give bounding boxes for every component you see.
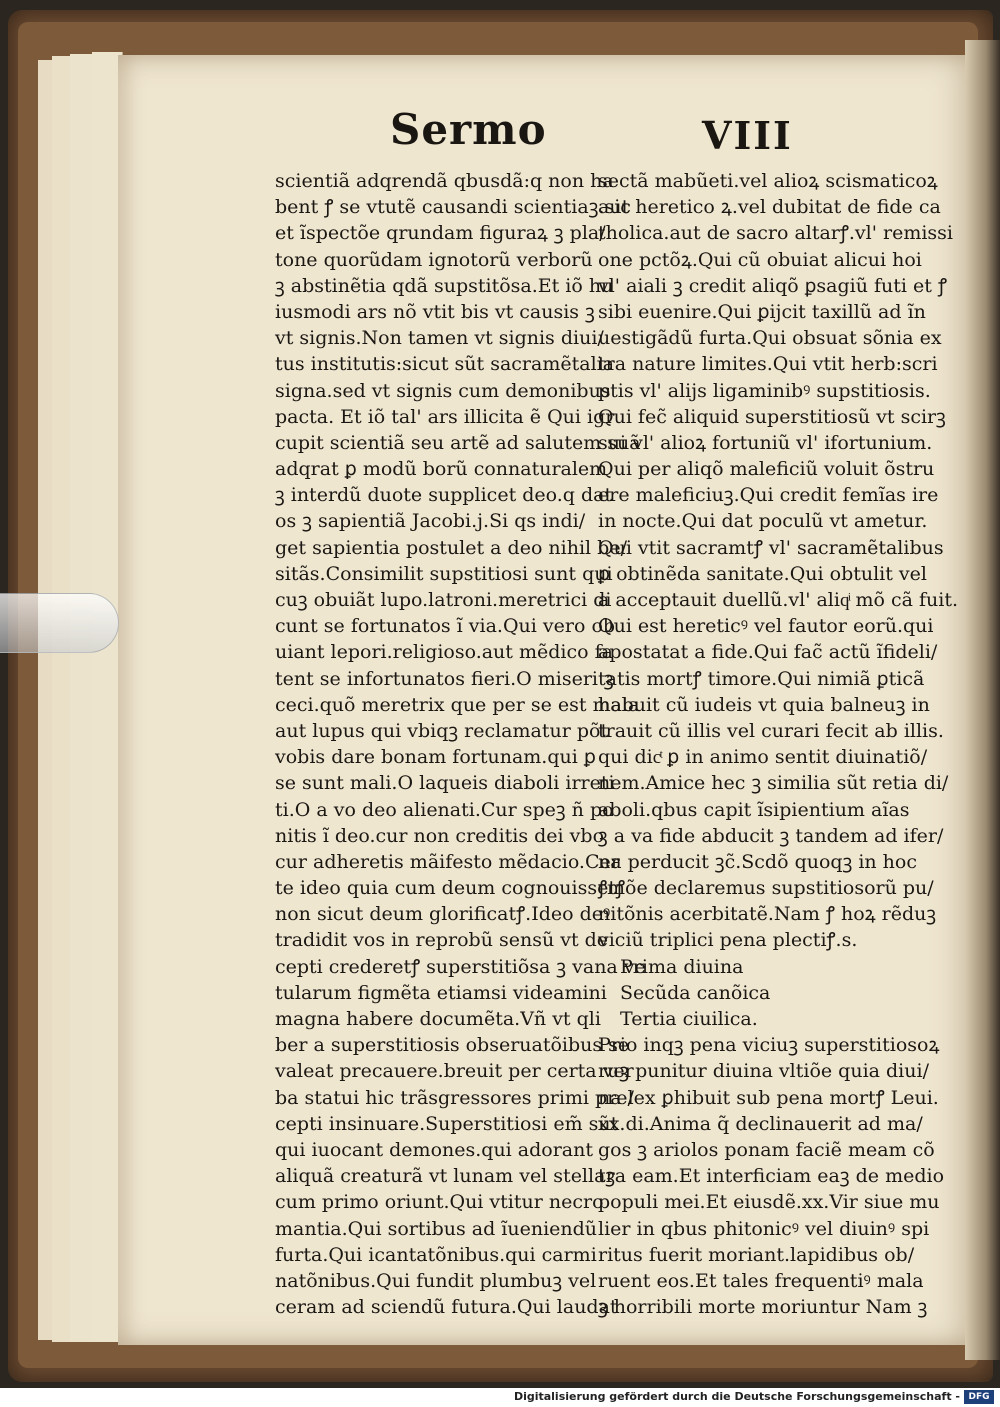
text-line: ptis vl' alijs ligaminibꝰ supstitiosis. — [598, 379, 931, 402]
text-line: se sunt mali.O laqueis diaboli irreti — [275, 772, 615, 795]
text-line: non sicut deum glorificatꝭ.Ideo deꝰ — [275, 903, 611, 926]
text-line: adqrat ꝑ modũ borũ connaturalem — [275, 458, 608, 481]
text-line: cepti insinuare.Superstitiosi em̃ sũt — [275, 1112, 619, 1135]
text-line: tholica.aut de sacro altarꝭ.vl' remissi — [598, 222, 954, 245]
text-line: ꝭmõe declaremus supstitiosorũ pu/ — [598, 877, 934, 900]
text-line: na perducit ꝫc̃.Scdõ quoqꝫ in hoc — [598, 850, 917, 873]
text-line: xx.di.Anima q̃ declinauerit ad ma/ — [598, 1112, 923, 1135]
text-line: qui dicͭ ꝑ in animo sentit diuinatiõ/ — [598, 746, 928, 769]
dfg-logo: DFG — [964, 1390, 994, 1404]
text-line: Qui per aliqõ maleficiũ voluit õstru — [598, 458, 935, 481]
text-line: ruꝫ punitur diuina vltiõe quia diui/ — [598, 1060, 929, 1083]
text-line: furta.Qui icantatõnibus.qui carmi — [275, 1243, 597, 1266]
text-line: nitõnis acerbitatẽ.Nam ꝭ hoꝝ rẽduꝫ — [598, 903, 937, 926]
text-line: get sapientia postulet a deo nihil be/ — [275, 536, 627, 559]
text-line: tent se infortunatos fieri.O miseri ꝫ — [275, 667, 614, 690]
text-line: viciũ triplici pena plectiꝭ.s. — [598, 929, 858, 952]
text-line: vl' aiali ꝫ credit aliqõ ꝑsagiũ futi et ꝭ — [598, 274, 947, 297]
heading-word: Sermo — [390, 105, 547, 154]
text-line: tatis mortꝭ timore.Qui nimiã ꝑticã — [598, 667, 925, 690]
text-line: ritus fuerit moriant.lapidibus ob/ — [598, 1243, 915, 1266]
text-line: tone quorũdam ignotorũ verborũ — [275, 248, 593, 271]
text-line: ti.O a vo deo alienati.Cur speꝫ ñ po — [275, 798, 614, 821]
text-line: valeat precauere.breuit per certa ver — [275, 1060, 634, 1083]
text-line: signa.sed vt signis cum demonibus — [275, 379, 611, 402]
text-line: na lex ꝑhibuit sub pena mortꝭ Leui. — [598, 1086, 939, 1109]
text-line: Prio inqꝫ pena viciuꝫ superstitiosoꝝ — [598, 1034, 940, 1057]
text-line: tradidit vos in reprobũ sensũ vt de — [275, 929, 609, 952]
text-line: vobis dare bonam fortunam.qui ꝑ — [275, 746, 596, 769]
text-line: ꝑ obtinẽda sanitate.Qui obtulit vel — [598, 562, 927, 585]
text-line: ba statui hic trãsgressores primi pre/ — [275, 1086, 634, 1109]
text-line: aboli.qbus capit ĩsipientium aĩas — [598, 798, 910, 821]
text-line: pacta. Et iõ tal' ars illicita ẽ Qui igr — [275, 405, 615, 428]
text-line: et ĩspectõe qrundam figuraꝝ ꝫ pla/ — [275, 222, 606, 245]
text-line: habuit cũ iudeis vt quia balneuꝫ in — [598, 693, 930, 716]
text-line: vt signis.Non tamen vt signis diui/ — [275, 327, 604, 350]
text-line: sui vl' alioꝝ fortuniũ vl' ifortunium. — [598, 431, 933, 454]
text-column-right — [598, 168, 959, 1320]
text-line: ꝫ interdũ duote supplicet deo.q dat — [275, 484, 613, 507]
text-line: sibi euenire.Qui ꝑijcit taxillũ ad ĩn — [598, 300, 926, 323]
text-line: cuꝫ obuiãt lupo.latroni.meretrici di — [275, 589, 612, 611]
text-line: nem.Amice hec ꝫ similia sũt retia di/ — [598, 772, 949, 795]
text-line: ceram ad sciendũ futura.Qui laudat — [275, 1296, 618, 1319]
text-line: a acceptauit duellũ.vl' aliqͥ mõ cã fuit. — [598, 589, 959, 611]
text-line: os ꝫ sapientiã Jacobi.j.Si qs indi/ — [275, 510, 586, 533]
text-line: scientiã adqrendã qbusdã:q non ha — [275, 170, 614, 192]
text-line: trauit cũ illis vel curari fecit ab illis. — [598, 719, 944, 742]
text-line: ber a superstitiosis obseruatõibus se — [275, 1034, 630, 1057]
text-line: iusmodi ars nõ vtit bis vt causis ꝫ — [275, 300, 595, 323]
text-line: mantia.Qui sortibus ad ĩueniendũ — [275, 1217, 598, 1240]
text-line: nitis ĩ deo.cur non creditis dei vbo — [275, 824, 605, 847]
text-line: lier in qbus phitonicꝰ vel diuinꝰ spi — [598, 1217, 930, 1240]
text-line: populi mei.Et eiusdẽ.xx.Vir siue mu — [598, 1191, 940, 1214]
text-line: ceci.quõ meretrix que per se est mala — [275, 693, 640, 716]
text-line: apostatat a fide.Qui fac̃ actũ ĩfideli/ — [598, 641, 938, 664]
text-line: in nocte.Qui dat poculũ vt ametur. — [598, 510, 928, 533]
text-line: cunt se fortunatos ĩ via.Qui vero ob — [275, 615, 616, 638]
text-line: ꝫ a va fide abducit ꝫ tandem ad ifer/ — [598, 824, 944, 847]
page-heading — [390, 105, 810, 165]
text-line: magna habere documẽta.Vñ vt qli — [275, 1008, 601, 1030]
text-line: qui iuocant demones.qui adorant — [275, 1138, 594, 1161]
page-clip — [0, 593, 119, 653]
text-line: cum primo oriunt.Qui vtitur necro — [275, 1191, 604, 1214]
text-line: uestigãdũ furta.Qui obsuat sõnia ex — [598, 327, 942, 350]
text-line: tus institutis:sicut sũt sacramẽtalia — [275, 353, 615, 376]
text-line: gos ꝫ ariolos ponam faciẽ meam cõ — [598, 1138, 935, 1161]
text-line: Tertia ciuilica. — [620, 1008, 758, 1030]
text-line: Prima diuina — [620, 955, 744, 978]
text-line: tularum figmẽta etiamsi videamini — [275, 981, 607, 1004]
text-line: Secũda canõica — [620, 981, 771, 1004]
text-line: te ideo quia cum deum cognouissetꝭ — [275, 877, 625, 900]
text-line: Qui fec̃ aliquid superstitiosũ vt scirꝫ — [598, 405, 946, 428]
text-line: cur adheretis mãifesto mẽdacio.Cer — [275, 850, 620, 873]
text-line: uiant lepori.religioso.aut mẽdico fa — [275, 641, 613, 664]
footer-bar — [0, 1388, 1000, 1407]
text-line: Qui est hereticꝰ vel fautor eorũ.qui — [598, 615, 934, 638]
text-line: ꝫ abstinẽtia qdã supstitõsa.Et iõ hu — [275, 274, 614, 297]
text-line: aut heretico ꝝ.vel dubitat de fide ca — [598, 196, 941, 219]
text-line: ꝫ horribili morte moriuntur Nam ꝫ — [598, 1296, 928, 1319]
text-line: natõnibus.Qui fundit plumbuꝫ vel — [275, 1269, 597, 1292]
text-line: aut lupus qui vbiqꝫ reclamatur põt — [275, 719, 609, 742]
text-line: cupit scientiã seu artẽ ad salutem suã — [275, 431, 641, 454]
text-line: tra eam.Et interficiam eaꝫ de medio — [598, 1165, 945, 1188]
text-line: ruent eos.Et tales frequentiꝰ mala — [598, 1269, 924, 1292]
footer-credit: Digitalisierung gefördert durch die Deutsche Forschungsgemeinschaft - — [513, 1390, 960, 1403]
book-gutter — [965, 40, 1000, 1360]
text-line: sectã mabũeti.vel alioꝝ scismaticoꝝ — [598, 170, 938, 192]
text-line: tra nature limites.Qui vtit herb:scri — [598, 353, 938, 376]
text-column-left — [275, 168, 646, 1320]
heading-numeral: VIII — [702, 113, 793, 158]
text-line: one pctõꝝ.Qui cũ obuiat alicui hoi — [598, 248, 922, 271]
text-line: ere maleficiuꝫ.Qui credit femĩas ire — [598, 484, 939, 507]
text-line: Qui vtit sacramtꝭ vl' sacramẽtalibus — [598, 536, 944, 559]
text-line: cepti crederetꝭ superstitiõsa ꝫ vana ve — [275, 955, 646, 978]
text-line: sitãs.Consimilit supstitiosi sunt qui — [275, 562, 613, 585]
text-line: bent ꝭ se vtutẽ causandi scientiaꝫ.sic — [275, 196, 631, 219]
text-line: aliquã creaturã vt lunam vel stellaꝫ — [275, 1165, 616, 1188]
